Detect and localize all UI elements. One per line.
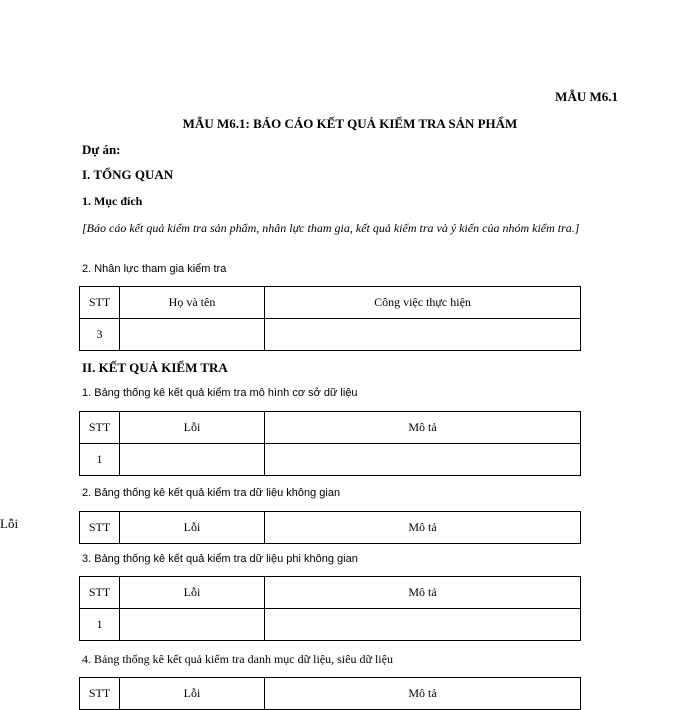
stray-margin-label: Lỗi <box>0 516 19 531</box>
cell-stt[interactable]: 1 <box>80 609 120 641</box>
table-header-row <box>80 512 581 544</box>
column-header-task: Công việc thực hiện <box>265 287 581 319</box>
table-row <box>80 609 581 641</box>
cell-task[interactable] <box>265 319 581 351</box>
purpose-heading: 1. Mục đích <box>82 194 143 208</box>
spatial-results-table <box>79 511 581 544</box>
form-code: MẪU M6.1 <box>555 89 618 104</box>
table-header-row <box>80 287 581 319</box>
catalog-metadata-results-table <box>79 677 581 710</box>
table-header-row <box>80 412 581 444</box>
purpose-note: [Báo cáo kết quả kiểm tra sản phẩm, nhân lực tham gia, kết quả kiểm tra và ý kiến của nhóm kiểm tra.] <box>82 221 580 235</box>
column-header-stt: STT <box>80 287 120 319</box>
document-title: MẪU M6.1: BÁO CÁO KẾT QUẢ KIỂM TRA SẢN PHẨM <box>182 116 518 131</box>
table-header-row <box>80 678 581 710</box>
section-results-heading: II. KẾT QUẢ KIỂM TRA <box>82 360 228 375</box>
column-header-stt: STT <box>80 678 120 710</box>
table-row <box>80 319 581 351</box>
non-spatial-results-table <box>79 576 581 641</box>
cell-description[interactable] <box>265 609 581 641</box>
column-header-stt: STT <box>80 512 120 544</box>
column-header-error: Lỗi <box>120 512 265 544</box>
column-header-error: Lỗi <box>120 577 265 609</box>
cell-description[interactable] <box>265 444 581 476</box>
table-caption-db-model: 1. Bảng thống kê kết quả kiểm tra mô hình cơ sở dữ liệu <box>82 387 358 399</box>
column-header-error: Lỗi <box>120 678 265 710</box>
column-header-stt: STT <box>80 577 120 609</box>
cell-error[interactable] <box>120 609 265 641</box>
cell-error[interactable] <box>120 444 265 476</box>
table-caption-spatial: 2. Bảng thống kê kết quả kiểm tra dữ liệu không gian <box>82 487 341 499</box>
section-overview-heading: I. TỔNG QUAN <box>82 167 174 182</box>
project-label: Dự án: <box>82 142 121 157</box>
cell-stt[interactable]: 1 <box>80 444 120 476</box>
column-header-description: Mô tả <box>265 512 581 544</box>
cell-stt[interactable]: 3 <box>80 319 120 351</box>
column-header-name: Họ và tên <box>120 287 265 319</box>
column-header-stt: STT <box>80 412 120 444</box>
column-header-error: Lỗi <box>120 412 265 444</box>
table-header-row <box>80 577 581 609</box>
column-header-description: Mô tả <box>265 577 581 609</box>
db-model-results-table <box>79 411 581 476</box>
personnel-heading: 2. Nhân lực tham gia kiểm tra <box>82 263 227 275</box>
column-header-description: Mô tả <box>265 412 581 444</box>
table-caption-non-spatial: 3. Bảng thống kê kết quả kiểm tra dữ liệu phi không gian <box>82 553 358 565</box>
cell-name[interactable] <box>120 319 265 351</box>
table-row <box>80 444 581 476</box>
column-header-description: Mô tả <box>265 678 581 710</box>
table-caption-catalog-metadata: 4. Bảng thống kê kết quả kiểm tra danh mục dữ liệu, siêu dữ liệu <box>82 652 393 666</box>
personnel-table <box>79 286 581 351</box>
